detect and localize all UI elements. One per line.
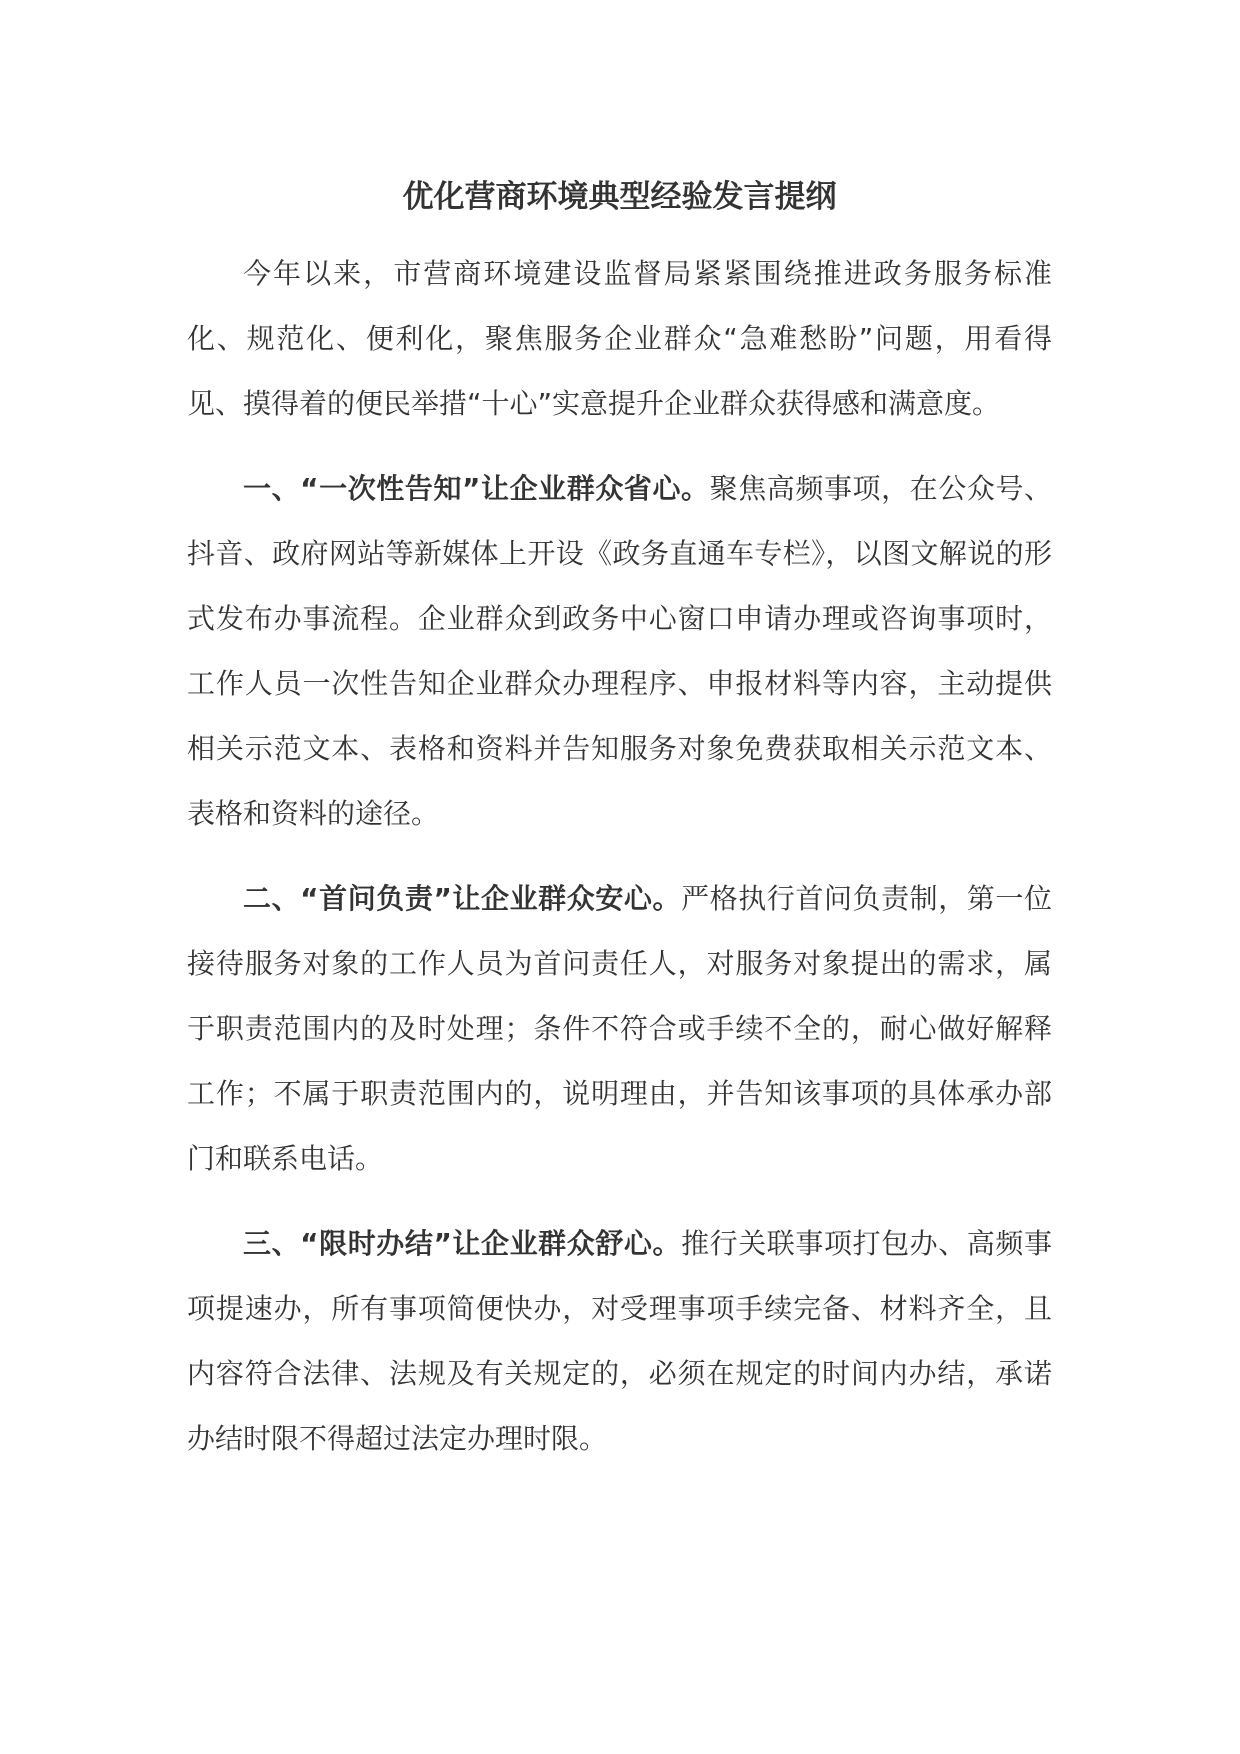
section-heading-3: 三、“限时办结”让企业群众舒心。 (243, 1227, 682, 1260)
section-heading-1: 一、“一次性告知”让企业群众省心。 (243, 472, 710, 505)
document-title: 优化营商环境典型经验发言提纲 (402, 179, 837, 215)
document-body (187, 166, 1052, 1471)
section-heading-2: 二、“首问负责”让企业群众安心。 (243, 882, 682, 915)
section-paragraph-2 (187, 866, 1052, 1191)
section-body-3: 推行关联事项打包办、高频事项提速办，所有事项简便快办，对受理事项手续完备、材料齐全，且内容符合法律、法规及有关规定的，必须在规定的时间内办结，承诺办结时限不得超过法定办理时限。 (187, 1227, 1052, 1455)
section-paragraph-1 (187, 456, 1052, 846)
intro-paragraph: 今年以来，市营商环境建设监督局紧紧围绕推进政务服务标准化、规范化、便利化，聚焦服务企业群众“急难愁盼”问题，用看得见、摸得着的便民举措“十心”实意提升企业群众获得感和满意度。 (187, 257, 1052, 420)
section-paragraph-3 (187, 1211, 1052, 1471)
section-body-2: 严格执行首问负责制，第一位接待服务对象的工作人员为首问责任人，对服务对象提出的需求，属于职责范围内的及时处理；条件不符合或手续不全的，耐心做好解释工作；不属于职责范围内的，说明理由，并告知该事项的具体承办部门和联系电话。 (187, 882, 1052, 1175)
section-body-1: 聚焦高频事项，在公众号、抖音、政府网站等新媒体上开设《政务直通车专栏》，以图文解说的形式发布办事流程。企业群众到政务中心窗口申请办理或咨询事项时，工作人员一次性告知企业群众办理程序、申报材料等内容，主动提供相关示范文本、表格和资料并告知服务对象免费获取相关示范文本、表格和资料的途径。 (187, 472, 1052, 830)
